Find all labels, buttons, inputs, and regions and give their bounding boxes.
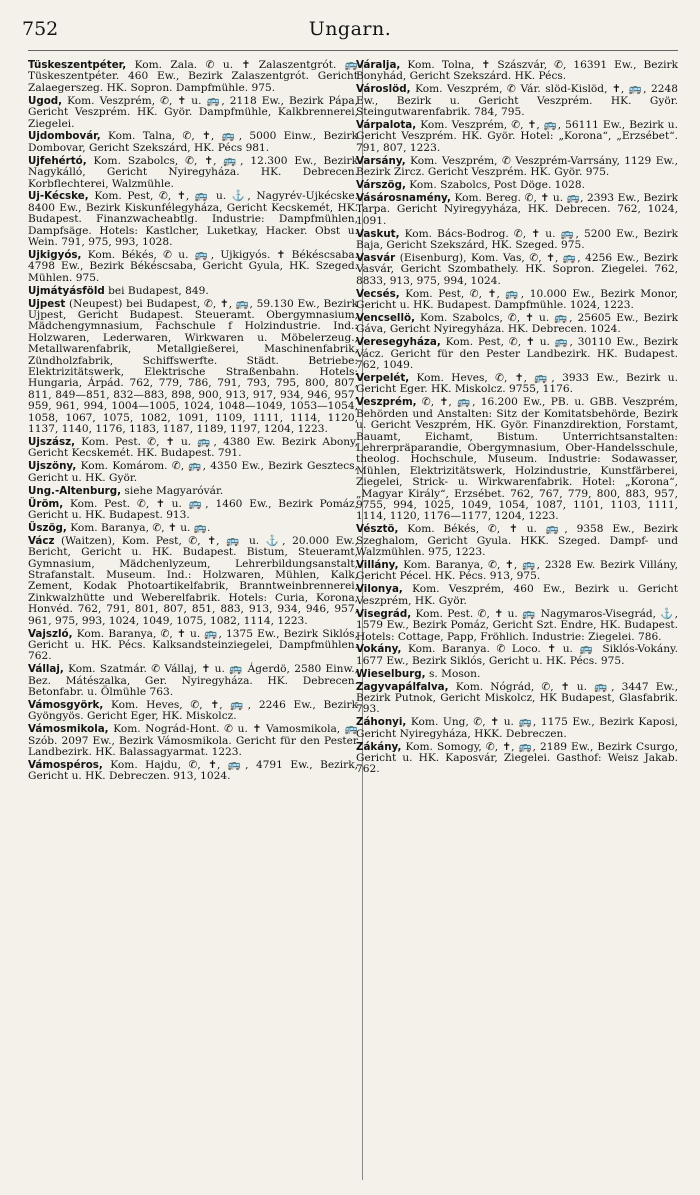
- gazetteer-entry: [356, 193, 678, 227]
- entry-body: Kom. Szabolcs, ✆, ✝, 🚌, 12.300 Ew., Bezirk Nagykálló, Gericht Nyiregyháza. HK. Debrecen. Korbflechterei, Walzmühle.: [28, 154, 358, 190]
- gazetteer-entry: [356, 373, 678, 396]
- gazetteer-entry: [28, 664, 358, 698]
- entry-body: Kom. Heves, ✆, ✝, 🚌, 3933 Ew., Bezirk u. Gericht Eger. HK. Miskolcz. 9755, 1176.: [356, 372, 678, 396]
- gazetteer-entry: [28, 499, 358, 522]
- entry-body: (Neupest) bei Budapest, ✆, ✝, 🚌, 59.130 Ew., Bezirk Ujpest, Gericht Budapest. Steueramt. Obergymnasium, Mädchengymnasium, Fachschule f Holzindustrie. Ind.: Holzwaren, Lederwaren, Wirkwaren u. Möbelerzeug., Metallwarenfabrik, Metallgießerei, Maschinenfabrik, Zündholzfabrik, Schiffswerfte. Städt. Betriebe: Elektrizitätswerk, Elektrische Straßenbahn. Hotels: Hungaria, Árpád. 762, 779, 786, 791, 793, 795, 800, 807, 811, 849—851, 832—883, 898, 900, 913, 917, 934, 946, 957, 959, 961, 994, 1004—1005, 1024, 1048—1049, 1053—1054, 1058, 1067, 1075, 1082, 1091, 1109, 1111, 1114, 1120, 1137, 1140, 1176, 1183, 1187, 1189, 1197, 1204, 1223.: [28, 297, 358, 436]
- entry-body: (Waitzen), Kom. Pest, ✆, ✝, 🚌 u. ⚓, 20.000 Ew., Bericht, Gericht u. HK. Budapest. Bistum, Steueramt, Gymnasium, Mädchenlyzeum, Lehrerbildungsanstalt, Strafanstalt. Museum. Ind.: Holzwaren, Mühlen, Kalk, Zement, Kodak Photoartikelfabrik, Branntweinbrennerei, Zinkwalzhütte und Weberelfabrik. Hotels: Curia, Korona, Honvéd. 762, 791, 801, 807, 851, 883, 913, 934, 946, 957, 961, 975, 993, 1024, 1049, 1075, 1082, 1114, 1223.: [28, 534, 358, 627]
- entry-body: Kom. Heves, ✆, ✝, 🚌, 2246 Ew., Bezirk Gyöngyös. Gericht Eger, HK. Miskolcz.: [28, 698, 358, 723]
- entry-headword: Vámosgyörk,: [28, 698, 104, 711]
- gazetteer-entry: [356, 669, 678, 680]
- entry-headword: Uj-Kécske,: [28, 190, 89, 203]
- entry-headword: Várpalota,: [356, 119, 417, 132]
- entry-body: Kom. Pest. ✆, ✝ u. 🚌, 1460 Ew., Bezirk Pomáz, Gericht u. HK. Budapest. 913.: [28, 497, 358, 521]
- gazetteer-entry: [356, 253, 678, 287]
- gazetteer-entry: [28, 191, 358, 248]
- entry-body: Kom. Baranya, ✆, ✝ u. 🚌, 1375 Ew., Bezirk Siklós, Gericht u. HK. Pécs. Kalksandsteinziegelei, Dampfmühlen. 762.: [28, 627, 358, 663]
- entry-headword: Üröm,: [28, 497, 64, 510]
- gazetteer-entry: [28, 700, 358, 723]
- entry-body: Kom. Tolna, ✝ Szászvár, ✆, 16391 Ew., Bezirk Bonyhád, Gericht Szekszárd. HK. Pécs.: [356, 59, 678, 83]
- entry-headword: Ung.-Altenburg,: [28, 484, 122, 497]
- entry-body: bei Budapest, 849.: [104, 284, 209, 297]
- gazetteer-entry: [356, 84, 678, 118]
- entry-headword: Ujpest: [28, 297, 66, 310]
- gazetteer-entry: [28, 760, 358, 783]
- entry-headword: Üszög,: [28, 521, 67, 534]
- entry-body: Kom. Pest, ✆, ✝ u. 🚌, 30110 Ew., Bezirk Vácz. Gericht für den Pester Landbezirk. HK. Budapest. 762, 1049.: [356, 336, 678, 372]
- entry-body: Kom. Zala. ✆ u. ✝ Zalaszentgrót. 🚌 Tüskeszentpéter. 460 Ew., Bezirk Zalaszentgrót. Gericht Zalaegerszeg. HK. Sopron. Dampfmühle. 975.: [28, 59, 358, 94]
- gazetteer-entry: [28, 286, 358, 297]
- entry-body: Kom. Veszprém, ✆, ✝ u. 🚌, 2118 Ew., Bezirk Pápa, Gericht Veszprém. HK. Györ. Dampfmühle, Kalkbrennerei, Ziegelei.: [28, 94, 358, 130]
- entry-body: Kom. Baranya, ✆, ✝, 🚌, 2328 Ew. Bezirk Villány, Gericht Pécel. HK. Pécs. 913, 975.: [356, 559, 678, 583]
- entry-body: Kom. Szabolcs, Post Döge. 1028.: [405, 179, 586, 192]
- entry-body: Kom. Pest, ✆, ✝, 🚌 u. ⚓, Nagyrév-Ujkécske. 8400 Ew., Bezirk Kiskunfélegyháza, Gericht Kecskemét, HK. Budapest. Finanzwacheabtlg. Industrie: Dampfmühlen, Dampfsäge. Hotels: Kastlcher, Luketkay, Hacker. Obst u. Wein. 791, 975, 993, 1028.: [28, 190, 358, 249]
- gazetteer-entry: [28, 299, 358, 436]
- page-number: 752: [22, 18, 59, 40]
- gazetteer-entry: [356, 60, 678, 83]
- entry-headword: Villány,: [356, 559, 399, 572]
- entry-headword: Vokány,: [356, 643, 402, 656]
- entry-body: Kom. Békés, ✆, ✝ u. 🚌, 9358 Ew., Bezirk Szeghalom, Gericht Gyula. HKK. Szeged. Dampf- und Walzmühlen. 975, 1223.: [356, 523, 678, 559]
- gazetteer-entry: [356, 560, 678, 583]
- entry-headword: Vajszló,: [28, 627, 73, 640]
- entry-headword: Váralja,: [356, 59, 401, 71]
- gazetteer-entry: [28, 724, 358, 758]
- entry-body: Kom. Komárom. ✆, 🚌, 4350 Ew., Bezirk Gesztecs, Gericht u. HK. Györ.: [28, 460, 358, 484]
- gazetteer-entry: [356, 289, 678, 312]
- entry-body: Kom. Somogy, ✆, ✝, 🚌, 2189 Ew., Bezirk Csurgo, Gericht u. HK. Kaposvár, Ziegelei. Gasthof: Weisz Jakab. 762.: [356, 740, 678, 776]
- entry-body: Kom. Bereg. ✆, ✝ u. 🚌, 2393 Ew., Bezirk Tarpa. Gericht Nyiregyyháza, HK. Debrecen. 762, 1024, 1091.: [356, 191, 678, 227]
- gazetteer-entry: [356, 337, 678, 371]
- gazetteer-entry: [356, 156, 678, 179]
- gazetteer-entry: [356, 644, 678, 667]
- header-rule: [28, 50, 678, 51]
- gazetteer-entry: [28, 156, 358, 190]
- entry-body: (Eisenburg), Kom. Vas, ✆, ✝, 🚌, 4256 Ew., Bezirk Vasvár, Gericht Szombathely. HK. Sopron. Ziegelei. 762, 8833, 913, 975, 994, 1024.: [356, 252, 678, 287]
- gazetteer-entry: [28, 131, 358, 154]
- gazetteer-entry: [356, 717, 678, 740]
- gazetteer-entry: [28, 461, 358, 484]
- entry-body: siehe Magyaróvár.: [121, 484, 224, 497]
- entry-headword: Vésztö,: [356, 523, 399, 536]
- gazetteer-entry: [356, 313, 678, 336]
- gazetteer-entry: [28, 523, 358, 534]
- page-title: Ungarn.: [308, 18, 392, 40]
- entry-headword: Vencsellö,: [356, 312, 415, 325]
- entry-headword: Ujszász,: [28, 436, 75, 448]
- entry-headword: Verpelét,: [356, 372, 410, 385]
- entry-body: Kom. Szatmár. ✆ Vállaj, ✝ u. 🚌 Ágerdö, 2580 Einw., Bez. Mátészalka, Ger. Nyiregyháza. HK. Debrecen. Betonfabr. u. Ölmühle 763.: [28, 663, 358, 699]
- entry-headword: Vaskut,: [356, 227, 400, 240]
- entry-body: Kom. Pest. ✆, ✝ u. 🚌 Nagymaros-Visegrád, ⚓, 1579 Ew., Bezirk Pomáz, Gericht Szt. Endre, HK. Budapest. Hotels: Cottage, Papp, Fröhlich. Industrie: Ziegelei. 786.: [356, 607, 678, 643]
- entry-headword: Varsány,: [356, 154, 406, 167]
- entry-body: Kom. Baranya, ✆, ✝ u. 🚌.: [66, 521, 211, 534]
- page-header: [0, 0, 700, 44]
- gazetteer-entry: [28, 486, 358, 497]
- entry-headword: Vámospéros,: [28, 758, 103, 771]
- gazetteer-entry: [356, 229, 678, 252]
- gazetteer-entry: [356, 584, 678, 607]
- gazetteer-entry: [28, 437, 358, 460]
- entry-body: Kom. Veszprém, ✆, ✝, 🚌, 56111 Ew., Bezirk u. Gericht Veszprém. HK. Györ. Hotel: „Korona“, „Erzsébet“. 791, 807, 1223.: [356, 119, 678, 154]
- entry-body: Kom. Baranya. ✆ Loco. ✝ u. 🚌 Siklós-Vokány. 1677 Ew., Bezirk Siklós, Gericht u. HK. Pécs. 975.: [356, 643, 678, 667]
- entry-body: ✆, ✝, 🚌, 16.200 Ew., PB. u. GBB. Veszprém, Behörden und Anstalten: Sitz der Komitatsbehörde, Bezirk u. Gericht Veszprém, HK. Györ. Finanzdirektion, Forstamt, Bauamt, Eichamt, Bistum. Unterrichtsanstalten: Lehrerpräparandie, Obergymnasium, Ober-Handelsschule, theolog. Hochschule, Museum. Industrie: Sodawasser, Mühlen, Elektrizitätswerk, Holzindustrie, Kunstfärberei, Ziegelei, Strick- u. Wirkwarenfabrik. Hotel: „Korona“, „Magyar Király“, Erzsébet. 762, 767, 779, 800, 883, 957, 9755, 994, 1025, 1049, 1054, 1087, 1101, 1103, 1111, 1114, 1120, 1176—1177, 1204, 1223.: [356, 396, 678, 523]
- entry-body: Kom. Ung, ✆, ✝ u. 🚌, 1175 Ew., Bezirk Kaposi, Gericht Nyiregyháza, HKK. Debreczen.: [356, 716, 678, 740]
- entry-body: s. Moson.: [425, 667, 481, 680]
- entry-body: Kom. Bács-Bodrog. ✆, ✝ u. 🚌, 5200 Ew., Bezirk Baja, Gericht Szekszárd, HK. Szeged. 975.: [356, 227, 678, 252]
- entry-headword: Zagyvapálfalva,: [356, 680, 449, 693]
- entry-body: Kom. Békés, ✆ u. 🚌, Ujkigyós. ✝ Békéscsaba. 4798 Ew., Bezirk Békéscsaba, Gericht Gyula, HK. Szeged. Mühlen. 975.: [28, 249, 358, 284]
- entry-headword: Visegrád,: [356, 607, 412, 620]
- entry-headword: Záhonyi,: [356, 716, 407, 729]
- gazetteer-entry: [28, 250, 358, 284]
- entry-body: Kom. Veszprém, ✆ Veszprém-Varrsány, 1129 Ew., Bezirk Zircz. Gericht Veszprém. HK. Györ. 975.: [356, 154, 678, 179]
- entry-body: Kom. Szabolcs, ✆, ✝ u. 🚌, 25605 Ew., Bezirk Gáva, Gericht Nyiregyháza. HK. Debrecen. 1024.: [356, 312, 678, 336]
- entry-body: Kom. Talna, ✆, ✝, 🚌, 5000 Einw., Bezirk Dombovar, Gericht Szekszárd, HK. Pécs 981.: [28, 130, 358, 154]
- entry-headword: Vácz: [28, 534, 55, 547]
- entry-body: Kom. Hajdu, ✆, ✝, 🚌, 4791 Ew., Bezirk, Gericht u. HK. Debreczen. 913, 1024.: [28, 758, 358, 783]
- gazetteer-entry: [356, 682, 678, 716]
- entry-body: Kom. Nográd-Hont. ✆ u. ✝ Vamosmikola, 🚌 Szób. 2097 Ew., Bezirk Vámosmikola. Gericht für den Pester Landbezirk. HK. Balassagyarmat. 1223.: [28, 723, 358, 759]
- entry-headword: Ugod,: [28, 94, 63, 107]
- gazetteer-entry: [356, 742, 678, 776]
- entry-headword: Wieselburg,: [356, 667, 426, 680]
- right-column: [356, 60, 678, 777]
- gazetteer-entry: [356, 180, 678, 191]
- entry-headword: Ujfehértó,: [28, 154, 87, 167]
- entry-headword: Ujkigyós,: [28, 249, 82, 261]
- entry-headword: Városlöd,: [356, 83, 411, 96]
- entry-headword: Veszprém,: [356, 396, 417, 409]
- entry-headword: Vállaj,: [28, 663, 64, 676]
- entry-headword: Ujszöny,: [28, 460, 77, 473]
- entry-headword: Veresegyháza,: [356, 336, 441, 349]
- entry-body: Kom. Veszprém, 460 Ew., Bezirk u. Gericht Veszprém, HK. Györ.: [356, 583, 678, 607]
- entry-headword: Vecsés,: [356, 287, 400, 300]
- entry-headword: Vilonya,: [356, 583, 403, 596]
- entry-headword: Vasvár: [356, 252, 396, 264]
- entry-headword: Tüskeszentpéter,: [28, 59, 127, 71]
- entry-headword: Zákány,: [356, 740, 402, 753]
- entry-headword: Vásárosnamény,: [356, 191, 451, 204]
- entry-body: Kom. Nógrád, ✆, ✝ u. 🚌, 3447 Ew., Bezirk Putnok, Gericht Miskolcz, HK Budapest, Glasfabrik. 793.: [356, 680, 678, 716]
- entry-body: Kom. Pest, ✆, ✝, 🚌, 10.000 Ew., Bezirk Monor, Gericht u. HK. Budapest. Dampfmühle. 1024, 1223.: [356, 287, 678, 312]
- gazetteer-entry: [356, 609, 678, 643]
- gazetteer-entry: [28, 629, 358, 663]
- entry-headword: Vámosmikola,: [28, 723, 109, 736]
- gazetteer-entry: [28, 96, 358, 130]
- left-column: [28, 60, 358, 784]
- entry-body: Kom. Pest. ✆, ✝ u. 🚌, 4380 Ew. Bezirk Abony, Gericht Kecskemét. HK. Budapest. 791.: [28, 436, 358, 460]
- entry-headword: Várszög,: [356, 179, 406, 192]
- entry-headword: Ujdombovár,: [28, 130, 101, 143]
- gazetteer-entry: [356, 524, 678, 558]
- gazetteer-entry: [356, 120, 678, 154]
- gazetteer-entry: [28, 536, 358, 627]
- entry-headword: Ujmátyásföld: [28, 284, 105, 297]
- gazetteer-entry: [356, 397, 678, 522]
- entry-body: Kom. Veszprém, ✆ Vár. slöd-Kislöd, ✝, 🚌, 2248 Ew., Bezirk u. Gericht Veszprém. HK. Györ. Steingutwarenfabrik. 784, 795.: [356, 83, 678, 119]
- gazetteer-entry: [28, 60, 358, 94]
